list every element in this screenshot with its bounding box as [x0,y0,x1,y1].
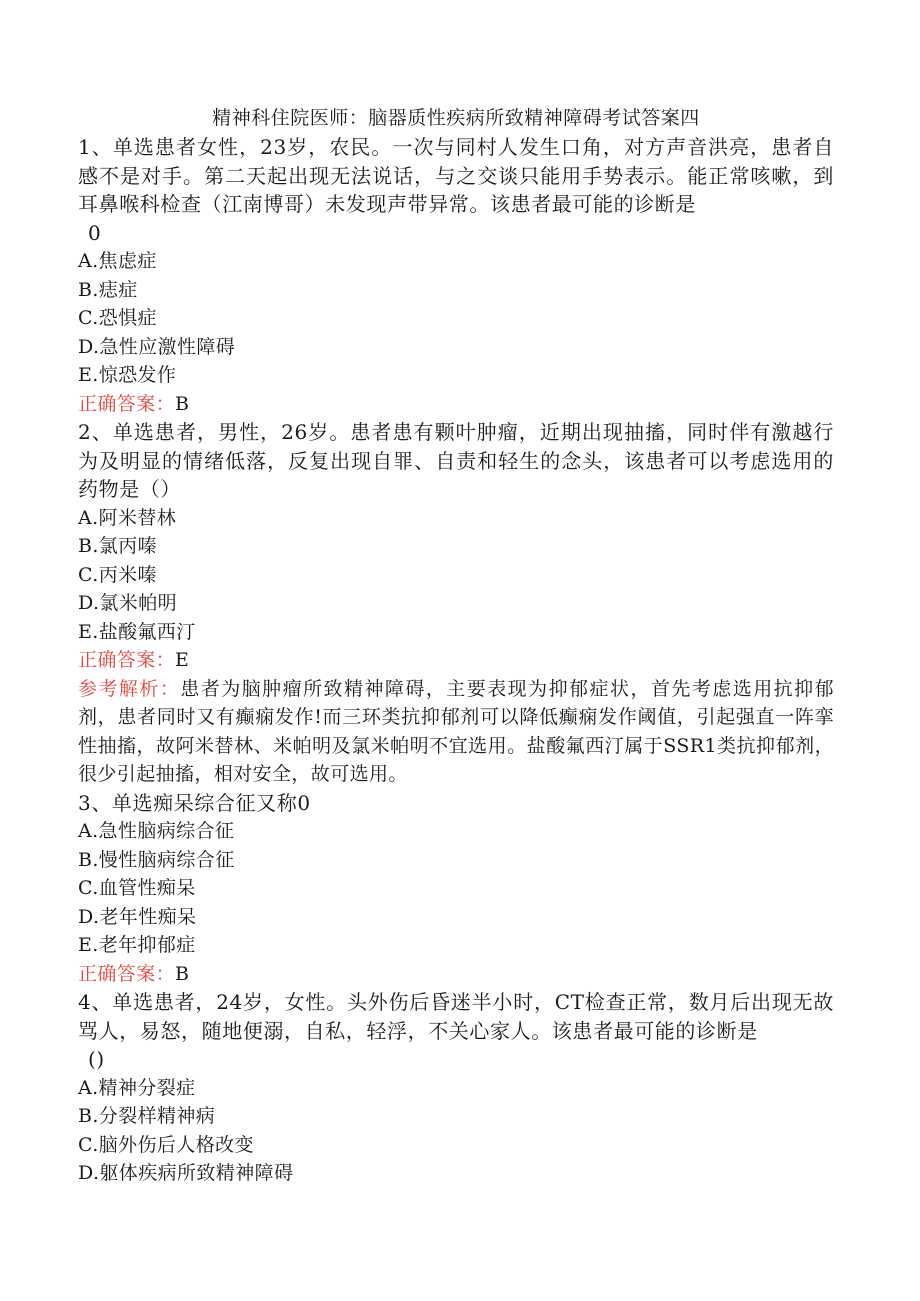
question-stem: 1、单选患者女性，23岁，农民。一次与同村人发生口角，对方声音洪亮，患者自感不是对手。第二天起出现无法说话，与之交谈只能用手势表示。能正常咳嗽，到耳鼻喉科检查（江南博哥）未发现声带异常。该患者最可能的诊断是 0 [78,133,834,247]
option-c: C.丙米嗪 [78,563,157,586]
option-e: E.惊恐发作 [78,364,177,386]
analysis-text: 患者为脑肿瘤所致精神障碍，主要表现为抑郁症状，首先考虑选用抗抑郁剂，患者同时又有癫痫发作!而三环类抗抑郁剂可以降低癫痫发作阈值，引起强直一阵挛性抽搐，故阿米替林、米帕明及氯米帕明不宜选用。盐酸氟西汀属于SSR1类抗抑郁剂，很少引起抽搐，相对安全，故可选用。 [78,677,834,785]
option-b: B.痣症 [78,278,138,301]
option-b: B.慢性脑病综合征 [78,848,235,871]
option-a: A.阿米替林 [78,506,177,529]
correct-answer [78,646,834,675]
option-e: E.盐酸氟西汀 [78,620,196,643]
answer-value: E [175,649,190,671]
option-a: A.精神分裂症 [78,1076,196,1099]
option-d: D.老年性痴呆 [78,905,197,928]
option-d: D.躯体疾病所致精神障碍 [78,1162,294,1184]
question-1 [78,133,834,418]
question-3 [78,789,834,989]
analysis-label: 参考解析： [78,677,181,700]
option-d: D.急性应激性障碍 [78,335,236,358]
reference-analysis [78,675,834,789]
question-stem: 4、单选患者，24岁，女性。头外伤后昏迷半小时，CT检查正常，数月后出现无故骂人，易怒，随地便溺，自私，轻浮，不关心家人。该患者最可能的诊断是 () [78,988,834,1074]
option-a: A.焦虑症 [78,250,157,272]
document-page [78,104,834,1188]
answer-label: 正确答案： [78,392,176,415]
answer-value: B [175,392,190,415]
option-e: E.老年抑郁症 [78,934,196,956]
answer-value: B [175,962,190,985]
option-a: A.急性脑病综合征 [78,820,235,842]
question-stem-tail: () [88,1047,105,1071]
question-stem-tail: 0 [88,220,102,245]
correct-answer [78,960,834,989]
answer-label: 正确答案： [78,649,176,671]
option-b: B.氯丙嗪 [78,535,158,557]
option-d: D.氯米帕明 [78,592,177,614]
question-stem: 2、单选患者，男性，26岁。患者患有颗叶肿瘤，近期出现抽搐，同时伴有激越行为及明显的情绪低落，反复出现自罪、自责和轻生的念头，该患者可以考虑选用的药物是（） [78,420,834,501]
option-b: B.分裂样精神病 [78,1105,216,1127]
question-stem: 3、单选痴呆综合征又称0 [78,790,311,815]
option-c: C.血管性痴呆 [78,877,196,899]
question-4 [78,988,834,1188]
option-c: C.恐惧症 [78,307,157,329]
doc-title: 精神科住院医师：脑器质性疾病所致精神障碍考试答案四 [212,107,700,129]
option-c: C.脑外伤后人格改变 [78,1133,254,1156]
question-2 [78,418,834,789]
correct-answer [78,390,834,419]
answer-label: 正确答案： [78,962,176,985]
